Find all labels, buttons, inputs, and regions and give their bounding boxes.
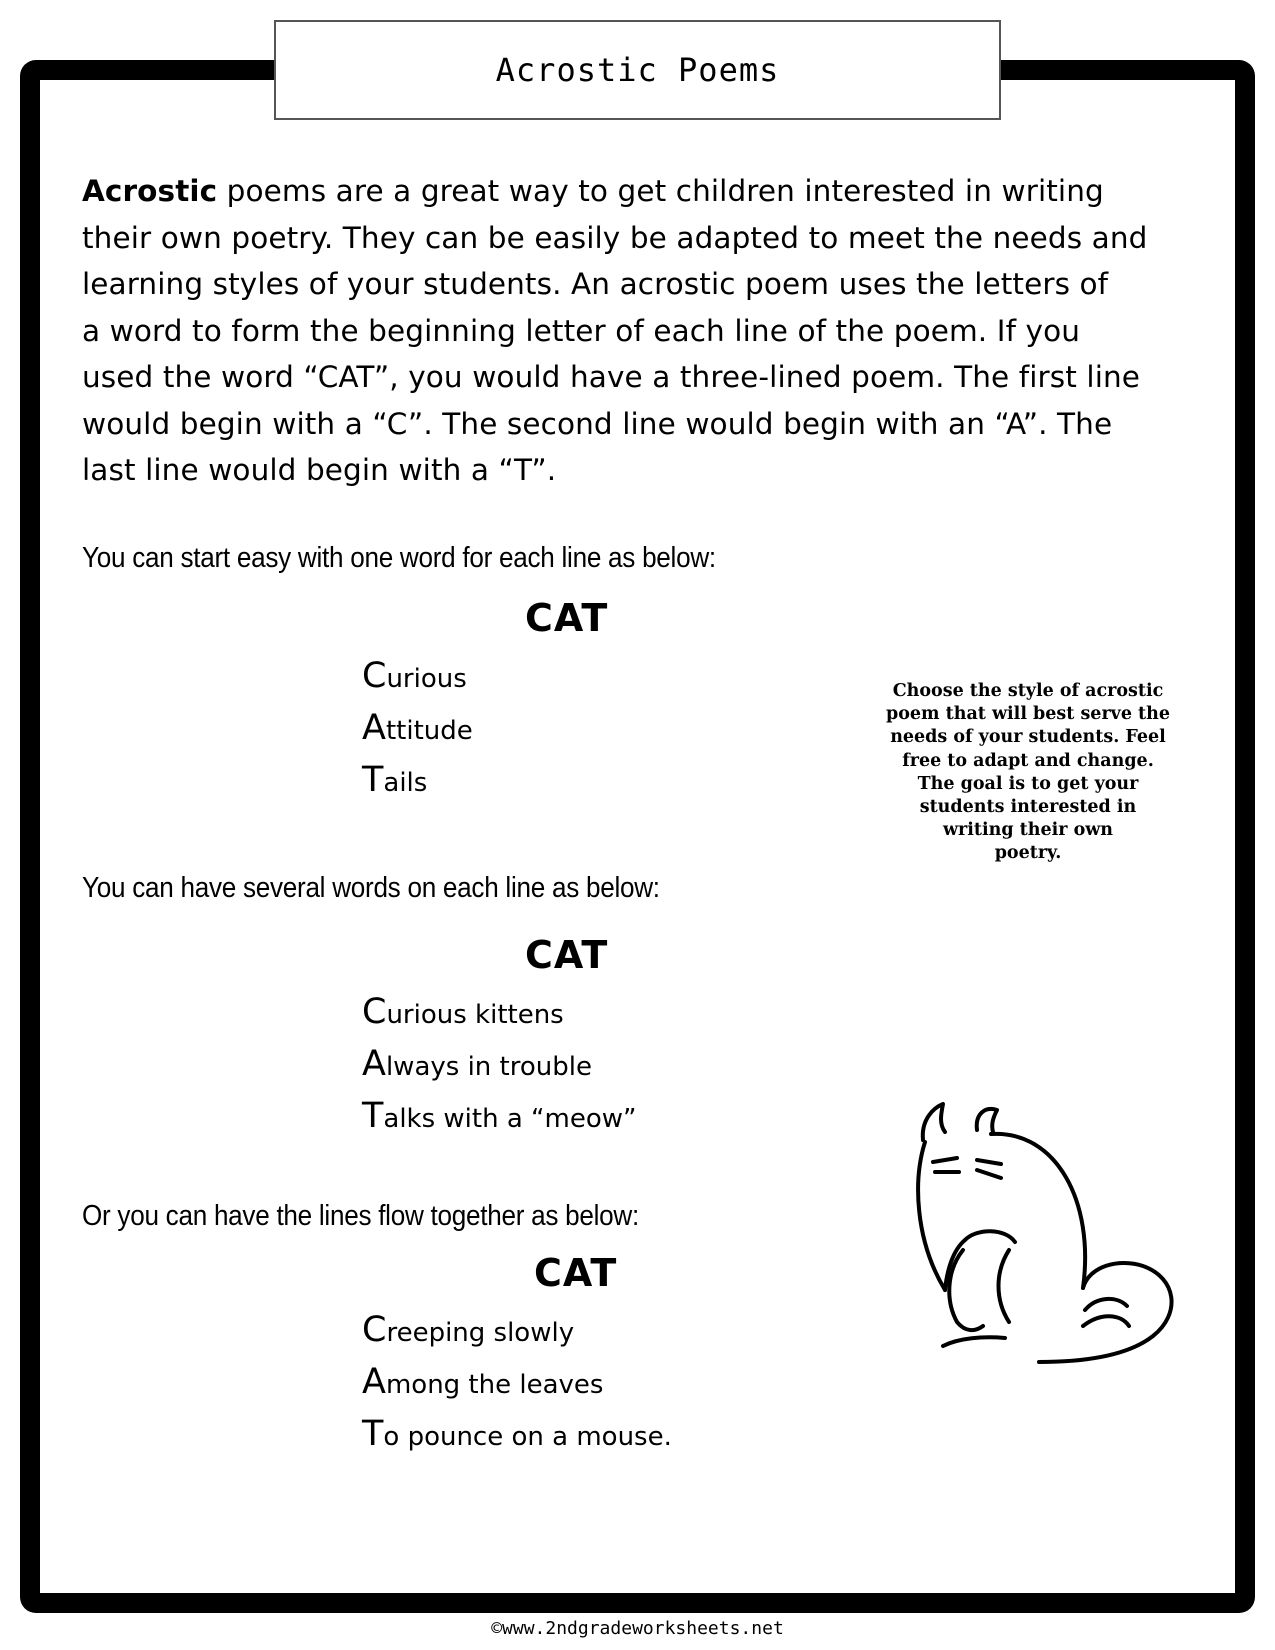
intro-line-2: their own poetry. They can be easily be adapted to meet the needs and [82,220,1148,255]
section-2-poem-line-3: Talks with a “meow” [362,1096,637,1136]
page-title: Acrostic Poems [495,51,780,89]
cat-outline-icon [905,1100,1180,1385]
intro-line-1: Acrostic poems are a great way to get children interested in writing [82,174,1104,208]
intro-line-5: used the word “CAT”, you would have a three-lined poem. The first line [82,360,1141,394]
intro-line-6: would begin with a “C”. The second line would begin with an “A”. The [82,406,1113,441]
section-1-poem-line-1: Curious [362,656,467,696]
section-1-poem-line-3: Tails [362,760,428,800]
section-2-poem-title: CAT [525,933,609,977]
side-note-line: poetry. [994,843,1062,864]
section-3-poem-line-2: Among the leaves [362,1362,604,1402]
side-note-line: poem that will best serve the [885,704,1171,725]
section-3-poem-title: CAT [534,1251,618,1295]
side-note [862,680,1194,866]
intro-paragraph [82,168,1212,494]
side-note-line: students interested in [919,797,1137,818]
section-1-poem-title: CAT [525,596,609,640]
section-3-poem-line-3: To pounce on a mouse. [362,1414,672,1454]
side-note-line: Choose the style of acrostic [892,681,1164,701]
intro-line-4: a word to form the beginning letter of each line of the poem. If you [82,313,1081,348]
section-2-poem-line-2: Always in trouble [362,1044,592,1084]
intro-bold-word: Acrostic [82,174,218,208]
side-note-line: The goal is to get your [917,773,1139,794]
intro-line-7: last line would begin with a “T”. [82,453,557,487]
section-2-poem-line-1: Curious kittens [362,992,564,1032]
section-3-poem-line-1: Creeping slowly [362,1310,575,1350]
section-1-poem-line-2: Attitude [362,708,473,748]
side-note-line: writing their own [942,820,1114,841]
footer-copyright: ©www.2ndgradeworksheets.net [491,1618,784,1639]
side-note-line: free to adapt and change. [902,750,1154,771]
section-2-label: You can have several words on each line as below: [82,872,660,904]
section-3-label: Or you can have the lines flow together as below: [82,1200,639,1232]
title-box [274,20,1001,120]
section-1-label: You can start easy with one word for each line as below: [82,542,716,574]
intro-line-3: learning styles of your students. An acrostic poem uses the letters of [82,267,1109,301]
side-note-line: needs of your students. Feel [890,727,1166,748]
